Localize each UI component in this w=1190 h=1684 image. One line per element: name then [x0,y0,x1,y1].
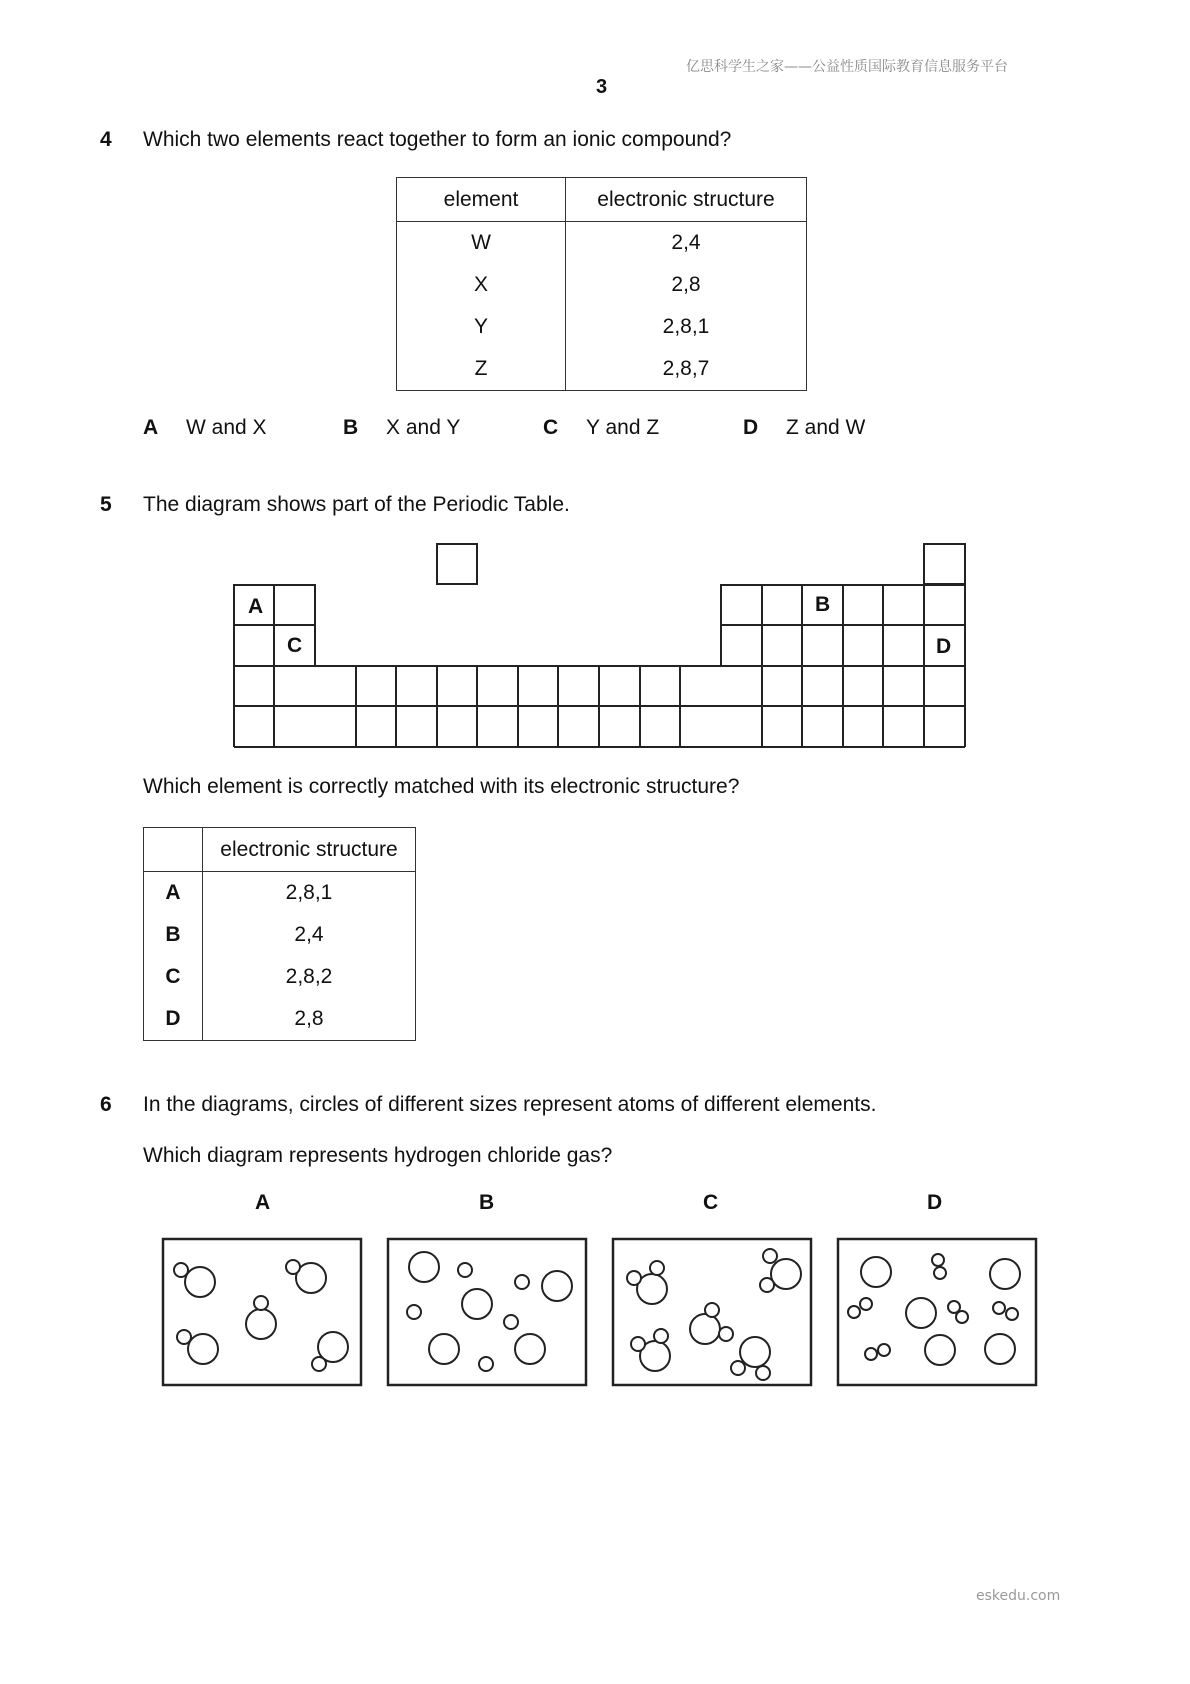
column-header [144,828,203,872]
footer-watermark: eskedu.com [976,1588,1061,1604]
table-cell: A [144,872,203,915]
diagram-a[interactable] [163,1239,361,1385]
table-cell: 2,8 [203,998,416,1041]
table-cell: 2,8,7 [566,348,807,391]
column-header: element [397,178,566,222]
table-row [144,872,416,915]
hydrogen-cell [437,544,477,584]
header-watermark: 亿思科学生之家——公益性质国际教育信息服务平台 [686,59,1008,75]
table-row [144,998,416,1041]
option-letter[interactable]: A [143,416,159,439]
diagram-b[interactable] [388,1239,586,1385]
diagram-label-d: D [927,1191,943,1214]
q4-text: Which two elements react together to form an ionic compound? [143,128,732,151]
q6-question: Which diagram represents hydrogen chloride gas? [143,1144,613,1167]
table-cell: D [144,998,203,1041]
q5-number: 5 [100,493,112,516]
diagram-c[interactable] [613,1239,811,1385]
option-letter[interactable]: C [543,416,559,439]
q4-number: 4 [100,128,112,151]
table-cell: Y [397,306,566,348]
table-cell: 2,8,2 [203,956,416,998]
page-number: 3 [596,76,608,98]
diagram-label-b: B [479,1191,495,1214]
periodic-table-diagram [0,0,1190,760]
q5-question: Which element is correctly matched with its electronic structure? [143,775,740,798]
cell-label-b: B [815,593,831,616]
cell-label-c: C [287,634,303,657]
helium-cell [924,544,965,584]
table-cell: 2,8,1 [203,872,416,915]
table-row [144,956,416,998]
option-letter[interactable]: D [743,416,759,439]
q5-table [143,827,416,1041]
q6-diagrams [0,1230,1190,1390]
table-cell: 2,4 [566,222,807,265]
table-cell: X [397,264,566,306]
diagram-label-a: A [255,1191,271,1214]
diagram-label-c: C [703,1191,719,1214]
q6-text: In the diagrams, circles of different sizes represent atoms of different elements. [143,1093,877,1116]
option-text[interactable]: Z and W [786,416,866,439]
cell-label-a: A [248,595,264,618]
option-text[interactable]: W and X [186,416,267,439]
option-text[interactable]: Y and Z [586,416,660,439]
table-cell: 2,8 [566,264,807,306]
cell-label-d: D [936,635,952,658]
q5-text: The diagram shows part of the Periodic Table. [143,493,570,516]
table-row [144,914,416,956]
table-cell: Z [397,348,566,391]
q6-number: 6 [100,1093,112,1116]
table-cell: 2,4 [203,914,416,956]
column-header: electronic structure [566,178,807,222]
table-cell: B [144,914,203,956]
table-cell: 2,8,1 [566,306,807,348]
column-header: electronic structure [203,828,416,872]
table-cell: C [144,956,203,998]
table-cell: W [397,222,566,265]
option-text[interactable]: X and Y [386,416,461,439]
option-letter[interactable]: B [343,416,359,439]
diagram-d[interactable] [838,1239,1036,1385]
table-header-row [144,828,416,872]
